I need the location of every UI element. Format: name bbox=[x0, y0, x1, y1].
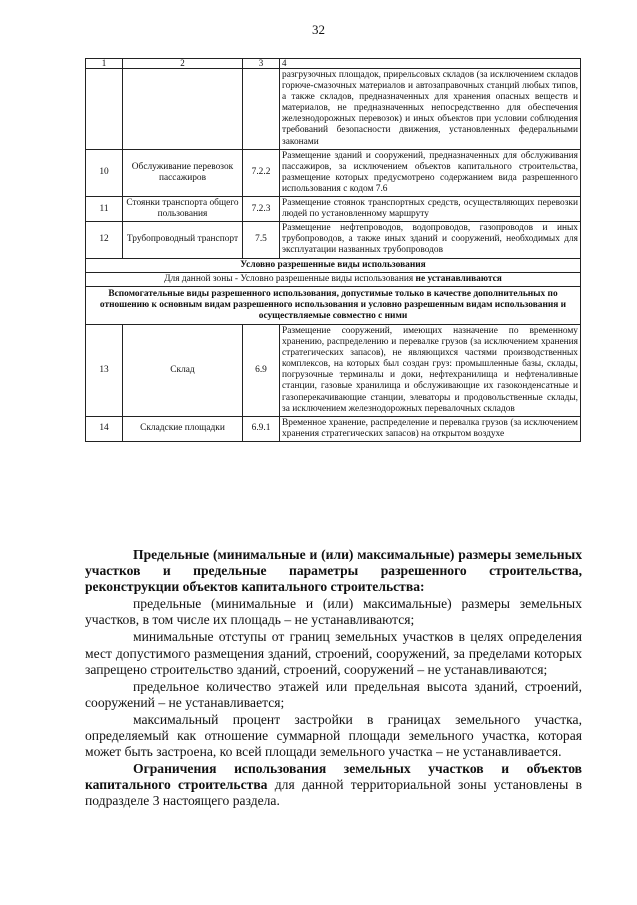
page-number: 32 bbox=[312, 22, 325, 37]
use-name: Складские площадки bbox=[123, 416, 243, 441]
paragraph-setbacks: минимальные отступы от границ земельных участков в целях определения мест допустимого размещения зданий, строений, сооружений, за пределами которых запрещено строительство зданий, строений, сооружений – не устанавливаются; bbox=[85, 629, 582, 677]
restrictions-paragraph bbox=[85, 761, 582, 809]
use-name: Стоянки транспорта общего пользования bbox=[123, 197, 243, 222]
row-number: 11 bbox=[86, 197, 123, 222]
conditional-uses-title: Условно разрешенные виды использования bbox=[86, 258, 581, 272]
use-name: Обслуживание перевозок пассажиров bbox=[123, 149, 243, 196]
table-row bbox=[86, 69, 581, 150]
conditional-uses-note bbox=[86, 272, 581, 286]
row-number: 14 bbox=[86, 416, 123, 441]
table-row bbox=[86, 197, 581, 222]
row-number: 13 bbox=[86, 324, 123, 416]
paragraph-plot-sizes: предельные (минимальные и (или) максимальные) размеры земельных участков, в том числе их площадь – не устанавливаются; bbox=[85, 596, 582, 628]
use-desc: Размещение стоянок транспортных средств, осуществляющих перевозки людей по установленному маршруту bbox=[280, 197, 581, 222]
section-row bbox=[86, 286, 581, 324]
use-code: 7.2.2 bbox=[243, 149, 280, 196]
use-name: Трубопроводный транспорт bbox=[123, 222, 243, 258]
header-col-2: 2 bbox=[123, 59, 243, 69]
header-col-1: 1 bbox=[86, 59, 123, 69]
table-row bbox=[86, 416, 581, 441]
continuation-desc: разгрузочных площадок, прирельсовых складов (за исключением складов горюче-смазочных материалов и автозаправочных станций любых типов, а также складов, предназначенных для хранения опасных веществ и материалов, не предназначенных непосредственно для обеспечения железнодорожных перевозок) и иных объектов при условии соблюдения требований безопасности движения, установленных федеральными законами bbox=[280, 69, 581, 150]
section-row bbox=[86, 272, 581, 286]
restrictions-heading: Ограничения использования земельных участков и объектов капитального строительства bbox=[85, 761, 582, 793]
table-row bbox=[86, 149, 581, 196]
parameters-heading: Предельные (минимальные и (или) максимальные) размеры земельных участков и предельные параметры разрешенного строительства, реконструкции объектов капитального строительства: bbox=[85, 547, 582, 595]
row-number: 10 bbox=[86, 149, 123, 196]
use-code: 7.2.3 bbox=[243, 197, 280, 222]
conditional-note-bold: не устанавливаются bbox=[415, 273, 502, 284]
table-row bbox=[86, 222, 581, 258]
auxiliary-uses-title: Вспомогательные виды разрешенного использования, допустимые только в качестве дополнительных по отношению к основным видам разрешенного использования и условно разрешенным видам использования и осуществляемые совместно с ними bbox=[86, 286, 581, 324]
header-col-4: 4 bbox=[280, 59, 581, 69]
use-code: 7.5 bbox=[243, 222, 280, 258]
restrictions-rest: для данной территориальной зоны установлены в подразделе 3 настоящего раздела. bbox=[85, 777, 582, 809]
section-row bbox=[86, 258, 581, 272]
row-number: 12 bbox=[86, 222, 123, 258]
use-name: Склад bbox=[123, 324, 243, 416]
use-desc: Размещение зданий и сооружений, предназначенных для обслуживания пассажиров, за исключением объектов капитального строительства, размещение которых предусмотрено содержанием вида разрешенного использования с кодом 7.6 bbox=[280, 149, 581, 196]
use-code: 6.9.1 bbox=[243, 416, 280, 441]
use-desc: Размещение сооружений, имеющих назначение по временному хранению, распределению и перевалке грузов (за исключением хранения стратегических запасов), не являющихся частями производственных комплексов, на которых был создан груз: промышленные базы, склады, погрузочные терминалы и доки, нефтехранилища и нефтеналивные станции, газовые хранилища и обслуживающие их газоконденсатные и газоперекачивающие станции, элеваторы и продовольственные склады, за исключением железнодорожных перевалочных складов bbox=[280, 324, 581, 416]
header-col-3: 3 bbox=[243, 59, 280, 69]
paragraph-floors: предельное количество этажей или предельная высота зданий, строений, сооружений – не устанавливается; bbox=[85, 678, 582, 710]
use-code: 6.9 bbox=[243, 324, 280, 416]
regulations-text bbox=[85, 547, 582, 810]
conditional-note-prefix: Для данной зоны - Условно разрешенные виды использования bbox=[164, 273, 416, 284]
table-row bbox=[86, 324, 581, 416]
table-header-row bbox=[86, 59, 581, 69]
land-use-table bbox=[85, 58, 581, 442]
use-desc: Размещение нефтепроводов, водопроводов, газопроводов и иных трубопроводов, а также иных зданий и сооружений, необходимых для эксплуатации названных трубопроводов bbox=[280, 222, 581, 258]
paragraph-coverage: максимальный процент застройки в границах земельного участка, определяемый как отношение суммарной площади земельного участка, которая может быть застроена, ко всей площади земельного участка – не устанавливается. bbox=[85, 711, 582, 760]
use-desc: Временное хранение, распределение и перевалка грузов (за исключением хранения стратегических запасов) на открытом воздухе bbox=[280, 416, 581, 441]
